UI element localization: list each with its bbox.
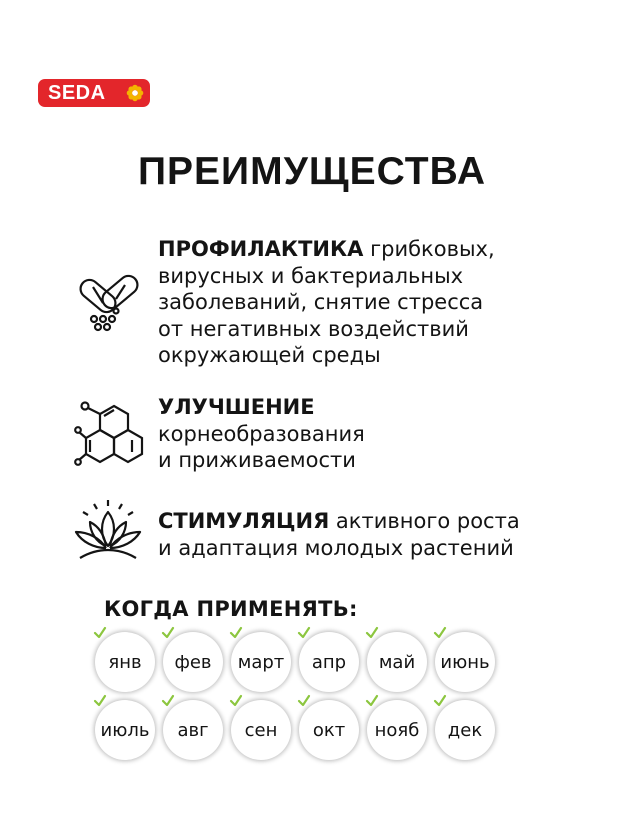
month-badge: апр bbox=[299, 632, 359, 692]
check-icon bbox=[365, 626, 379, 640]
lotus-icon bbox=[70, 498, 146, 564]
benefit-lead: ПРОФИЛАКТИКА bbox=[158, 237, 364, 261]
benefit-lead: УЛУЧШЕНИЕ bbox=[158, 395, 315, 419]
check-icon bbox=[297, 694, 311, 708]
benefit-lead: СТИМУЛЯЦИЯ bbox=[158, 509, 330, 533]
month-badge: май bbox=[367, 632, 427, 692]
when-to-apply-heading: КОГДА ПРИМЕНЯТЬ: bbox=[104, 597, 358, 621]
month-badge: нояб bbox=[367, 700, 427, 760]
check-icon bbox=[229, 626, 243, 640]
capsule-pills-icon bbox=[72, 273, 144, 333]
month-badge: дек bbox=[435, 700, 495, 760]
benefit-text: СТИМУЛЯЦИЯ активного роста и адаптация молодых растений bbox=[158, 509, 520, 560]
page-title: ПРЕИМУЩЕСТВА bbox=[138, 150, 486, 193]
month-badge: июль bbox=[95, 700, 155, 760]
flower-icon bbox=[126, 84, 144, 102]
check-icon bbox=[365, 694, 379, 708]
month-badge: март bbox=[231, 632, 291, 692]
logo-text: SEDA bbox=[48, 82, 106, 104]
check-icon bbox=[433, 694, 447, 708]
month-badge: авг bbox=[163, 700, 223, 760]
check-icon bbox=[93, 626, 107, 640]
check-icon bbox=[93, 694, 107, 708]
check-icon bbox=[229, 694, 243, 708]
month-badge: окт bbox=[299, 700, 359, 760]
benefit-text: УЛУЧШЕНИЕ корнеобразования и приживаемости bbox=[158, 395, 365, 472]
seda-logo bbox=[38, 79, 150, 107]
month-badge: фев bbox=[163, 632, 223, 692]
check-icon bbox=[433, 626, 447, 640]
month-badge: янв bbox=[95, 632, 155, 692]
molecule-icon bbox=[74, 400, 144, 466]
benefit-text: ПРОФИЛАКТИКА грибковых, вирусных и бактериальных заболеваний, снятие стресса от негативных воздействий окружающей среды bbox=[158, 237, 495, 367]
month-badge: июнь bbox=[435, 632, 495, 692]
check-icon bbox=[161, 626, 175, 640]
check-icon bbox=[161, 694, 175, 708]
month-badge: сен bbox=[231, 700, 291, 760]
check-icon bbox=[297, 626, 311, 640]
